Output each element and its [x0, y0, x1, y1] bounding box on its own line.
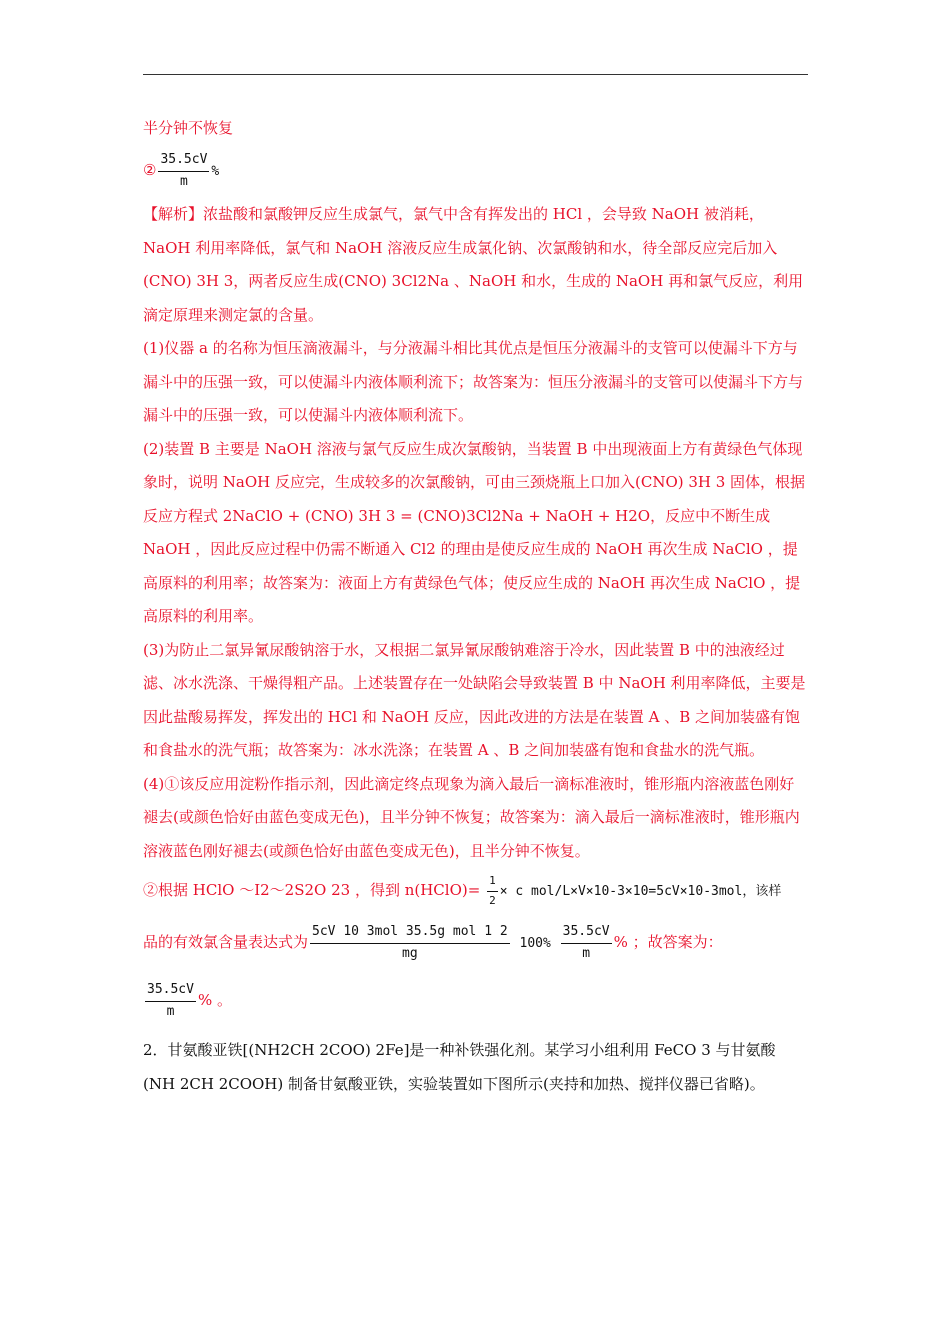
answer-content: [143, 112, 808, 1101]
answer-line-2: [143, 144, 808, 198]
header-rule: [143, 74, 808, 75]
analysis-part-2: (2)装置 B 主要是 NaOH 溶液与氯气反应生成次氯酸钠，当装置 B 中出现液面上方有黄绿色气体现象时，说明 NaOH 反应完，生成较多的次氯酸钠，可由三颈烧瓶上口加入(CNO) 3H 3 固体，根据反应方程式 2NaClO + (CNO) 3H 3 = (CNO)3Cl2Na + NaOH + H2O，反应中不断生成 NaOH ，因此反应过程中仍需不断通入 Cl2 的理由是使反应生成的 NaOH 再次生成 NaClO ，提高原料的利用率；故答案为：液面上方有黄绿色气体；使反应生成的 NaOH 再次生成 NaClO ，提高原料的利用率。: [143, 439, 806, 625]
fraction-final: $\frac{35.5cV}{m}$: [147, 982, 194, 1019]
question-2-line-1: 2．甘氨酸亚铁[(NH2CH 2COO) 2Fe]是一种补铁强化剂。某学习小组利用 FeCO 3 与甘氨酸: [143, 1041, 776, 1059]
analysis-part-4-formula-line: [143, 868, 808, 914]
final-answer-line: [143, 972, 808, 1028]
analysis-part-3: (3)为防止二氯异氰尿酸钠溶于水，又根据二氯异氰尿酸钠难溶于冷水，因此装置 B 中的浊液经过滤、冰水洗涤、干燥得粗产品。上述装置存在一处缺陷会导致装置 B 中 NaOH 利用率降低，主要是因此盐酸易挥发，挥发出的 HCl 和 NaOH 反应，因此改进的方法是在装置 A 、B 之间加装盛有饱和食盐水的洗气瓶；故答案为：冰水洗涤；在装置 A 、B 之间加装盛有饱和食盐水的洗气瓶。: [143, 640, 806, 759]
answer-line-1: 半分钟不恢复: [143, 119, 234, 137]
fraction-result: $\frac{35.5cV}{m}$: [562, 924, 610, 961]
fraction-answer: $\frac{35.5cV}{m}$: [160, 152, 208, 189]
chlorine-expression-line: [143, 914, 808, 972]
circled-number: ②: [143, 161, 157, 179]
analysis-part-4: (4)①该反应用淀粉作指示剂，因此滴定终点现象为滴入最后一滴标准液时，锥形瓶内溶液蓝色刚好褪去(或颜色恰好由蓝色变成无色)，且半分钟不恢复；故答案为：滴入最后一滴标准液时，锥形瓶内溶液蓝色刚好褪去(或颜色恰好由蓝色变成无色)，且半分钟不恢复。: [143, 774, 800, 860]
formula-text-b: × c mol/L×V×10-3×10=5cV×10-3mol，该样: [499, 884, 782, 899]
fraction-half: $\frac{1}{2}$: [489, 874, 496, 907]
fraction-expression: $\frac{\text{5cV 10 3mol 35.5g mol 1 2}}{mg}$: [312, 924, 508, 961]
percent-100: 100%: [511, 936, 559, 951]
analysis-paragraph: 【解析】浓盐酸和氯酸钾反应生成氯气，氯气中含有挥发出的 HCl ，会导致 NaOH 被消耗，NaOH 利用率降低，氯气和 NaOH 溶液反应生成氯化钠、次氯酸钠和水，待全部反应完后加入(CNO) 3H 3，两者反应生成(CNO) 3Cl2Na 、NaOH 和水，生成的 NaOH 再和氯气反应，利用滴定原理来测定氯的含量。: [143, 205, 804, 324]
answer-lead: % ；故答案为：: [613, 933, 723, 951]
percent-sign: %: [211, 164, 220, 179]
question-2-line-2: (NH 2CH 2COOH) 制备甘氨酸亚铁，实验装置如下图所示(夹持和加热、搅拌仪器已省略)。: [143, 1074, 765, 1093]
formula-text-a: ②根据 HClO ～I2～2S2O 23 ，得到 n(HClO)=: [143, 881, 486, 899]
final-tail: % 。: [197, 991, 232, 1009]
expression-label: 品的有效氯含量表达式为: [143, 933, 309, 951]
analysis-part-1: (1)仪器 a 的名称为恒压滴液漏斗，与分液漏斗相比其优点是恒压分液漏斗的支管可以使漏斗下方与漏斗中的压强一致，可以使漏斗内液体顺利流下；故答案为：恒压分液漏斗的支管可以使漏斗下方与漏斗中的压强一致，可以使漏斗内液体顺利流下。: [143, 339, 804, 424]
